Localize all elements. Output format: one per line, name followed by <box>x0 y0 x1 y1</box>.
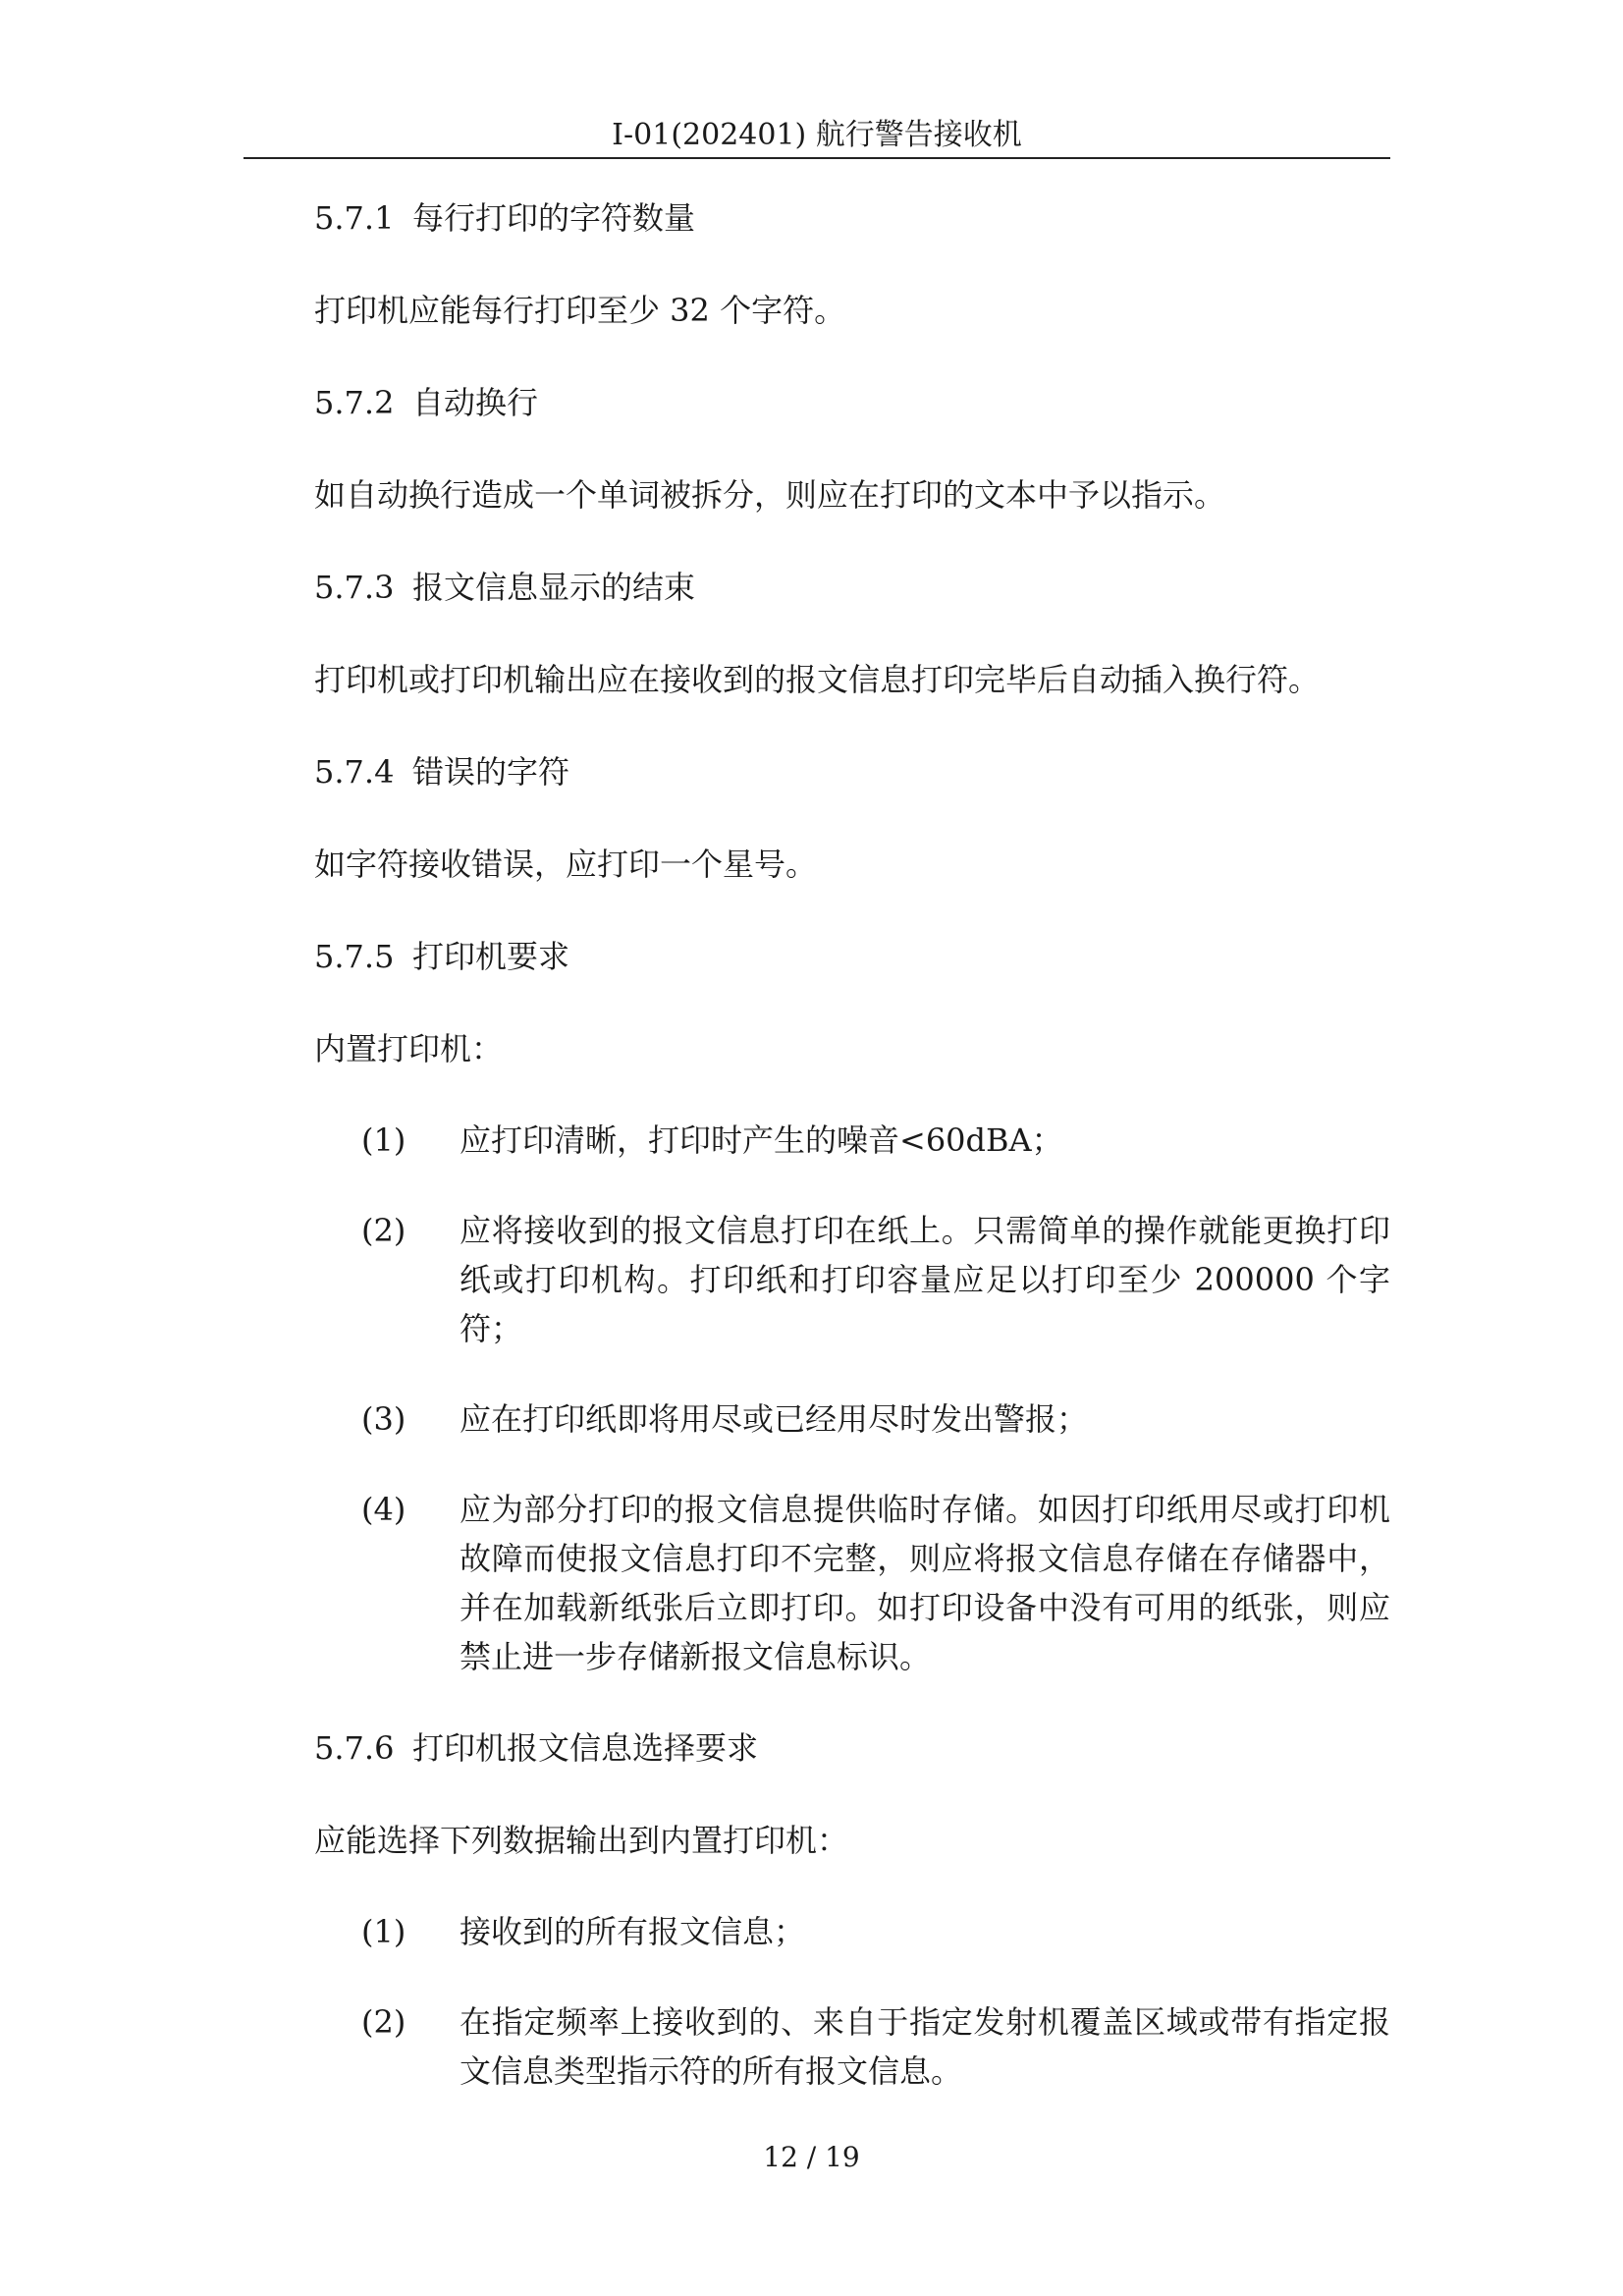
list-marker: (2) <box>361 2003 406 2041</box>
section-title: 报文信息显示的结束 <box>412 569 696 606</box>
section-heading-5-7-2 <box>314 377 1390 428</box>
list-marker: (1) <box>361 1121 406 1159</box>
list-item <box>361 1394 1390 1444</box>
list-item <box>361 1997 1390 2096</box>
page-footer <box>0 2138 1623 2177</box>
list-item-text: 接收到的所有报文信息； <box>460 1913 806 1950</box>
list-item-text: 应在打印纸即将用尽或已经用尽时发出警报； <box>460 1400 1089 1438</box>
section-title: 每行打印的字符数量 <box>412 199 696 237</box>
document-body <box>314 192 1390 2137</box>
section-heading-5-7-3 <box>314 562 1390 613</box>
section-number: 5.7.6 <box>314 1729 395 1767</box>
list-marker: (1) <box>361 1913 406 1950</box>
section-body-5-7-2: 如自动换行造成一个单词被拆分，则应在打印的文本中予以指示。 <box>314 476 1226 514</box>
section-body-5-7-3: 打印机或打印机输出应在接收到的报文信息打印完毕后自动插入换行符。 <box>314 661 1321 698</box>
section-body-5-7-6: 应能选择下列数据输出到内置打印机： <box>314 1822 849 1859</box>
section-number: 5.7.3 <box>314 569 395 606</box>
section-body-5-7-5: 内置打印机： <box>314 1030 504 1067</box>
section-heading-5-7-4 <box>314 746 1390 797</box>
section-number: 5.7.1 <box>314 199 395 237</box>
list-marker: (3) <box>361 1400 406 1438</box>
message-selection-list <box>314 1907 1390 2096</box>
list-item-text: 在指定频率上接收到的、来自于指定发射机覆盖区域或带有指定报文信息类型指示符的所有报文信息。 <box>460 2003 1390 2090</box>
section-body-5-7-1: 打印机应能每行打印至少 32 个字符。 <box>314 292 846 329</box>
printer-requirements-list <box>314 1116 1390 1681</box>
section-title: 打印机要求 <box>412 938 570 975</box>
section-title: 自动换行 <box>412 384 539 421</box>
list-item-text: 应为部分打印的报文信息提供临时存储。如因打印纸用尽或打印机故障而使报文信息打印不完整，则应将报文信息存储在存储器中，并在加载新纸张后立即打印。如打印设备中没有可用的纸张，则应禁止进一步存储新报文信息标识。 <box>460 1491 1390 1675</box>
section-title: 错误的字符 <box>412 753 570 791</box>
list-item-text: 应将接收到的报文信息打印在纸上。只需简单的操作就能更换打印纸或打印机构。打印纸和打印容量应足以打印至少 200000 个字符； <box>460 1212 1390 1347</box>
section-number: 5.7.4 <box>314 753 395 791</box>
list-item <box>361 1907 1390 1956</box>
list-marker: (4) <box>361 1491 406 1528</box>
list-item <box>361 1206 1390 1353</box>
page-header <box>243 116 1390 159</box>
section-heading-5-7-5 <box>314 931 1390 982</box>
list-item <box>361 1116 1390 1165</box>
page-number: 12 / 19 <box>763 2141 860 2173</box>
list-item-text: 应打印清晰，打印时产生的噪音<60dBA； <box>460 1121 1063 1159</box>
list-marker: (2) <box>361 1212 406 1249</box>
section-heading-5-7-6 <box>314 1722 1390 1774</box>
list-item <box>361 1485 1390 1681</box>
section-heading-5-7-1 <box>314 192 1390 244</box>
section-number: 5.7.2 <box>314 384 395 421</box>
section-title: 打印机报文信息选择要求 <box>412 1729 759 1767</box>
document-title: I-01(202401) 航行警告接收机 <box>612 118 1022 152</box>
section-number: 5.7.5 <box>314 938 395 975</box>
section-body-5-7-4: 如字符接收错误，应打印一个星号。 <box>314 846 818 883</box>
